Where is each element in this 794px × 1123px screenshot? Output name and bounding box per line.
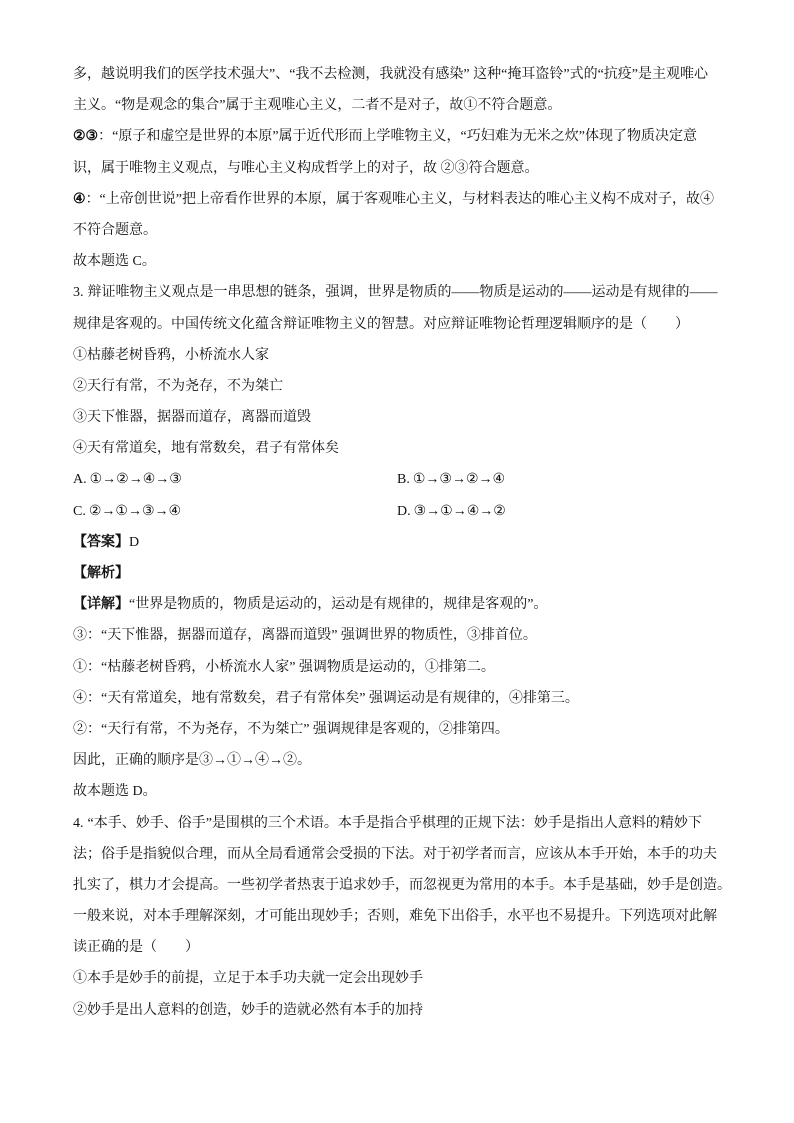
answer-value: D: [129, 534, 140, 550]
detail-line: [73, 589, 773, 620]
question-stem-text: “本手、妙手、俗手”是围棋的三个术语。本手是指合乎棋理的正规下法：妙手是指出人意料的精妙下: [87, 815, 702, 831]
detail-label: 【详解】: [73, 597, 129, 613]
analysis-point-text: ：“上帝创世说”把上帝看作世界的本原，属于客观唯心主义，与材料表达的唯心主义构不成对子，故④: [85, 191, 714, 207]
summary-line: 因此，正确的顺序是③→①→④→②。: [73, 753, 311, 769]
analysis-line: 识，属于唯物主义观点，与唯心主义构成哲学上的对子，故 ②③符合题意。: [73, 160, 539, 176]
analysis-point-text: ：“原子和虚空是世界的本原”属于近代形而上学唯物主义，“巧妇难为无米之炊”体现了物质决定意: [98, 129, 697, 145]
analysis-point-marker: ④: [73, 191, 86, 207]
analysis-point-marker: ②③: [73, 129, 99, 145]
analysis-point-23: [73, 121, 773, 152]
choice-text: ①→③→②→④: [412, 472, 506, 488]
answer-label: 【答案】: [73, 534, 129, 550]
choice-label: A.: [73, 472, 87, 488]
choice-text: ①→②→④→③: [89, 472, 182, 488]
choice-label: B.: [397, 472, 410, 488]
analysis-heading: 【解析】: [73, 566, 129, 581]
choice-row: [73, 496, 773, 527]
question-3-statement: ①枯藤老树昏鸦，小桥流水人家: [73, 347, 269, 363]
question-3-stem-line: 规律是客观的。中国传统文化蕴含辩证唯物主义的智慧。对应辩证唯物论哲理逻辑顺序的是（ ）: [73, 316, 689, 332]
question-4-stem-line: 一般来说，对本手理解深刻，才可能出现妙手；否则，难免下出俗手，水平也不易提升。下列选项对此解: [73, 909, 717, 925]
analysis-line: 主义。“物是观念的集合”属于主观唯心主义，二者不是对子，故①不符合题意。: [73, 98, 562, 114]
choice-row: [73, 464, 773, 495]
answer-line: [73, 527, 773, 558]
question-4-statement: ①本手是妙手的前提，立足于本手功夫就一定会出现妙手: [73, 971, 423, 987]
question-3-stem-line: [73, 277, 773, 308]
question-4-stem-line: 读正确的是（ ）: [73, 940, 199, 956]
question-3-statement: ②天行有常，不为尧存，不为桀亡: [73, 378, 283, 394]
choice-a: [73, 464, 397, 495]
explanation-line: ②：“天行有常，不为尧存，不为桀亡” 强调规律是客观的，②排第四。: [73, 721, 509, 737]
choice-label: D.: [397, 503, 411, 519]
explanation-line: ③：“天下惟器，据器而道存，离器而道毁” 强调世界的物质性，③排首位。: [73, 628, 537, 644]
explanation-line: ④：“天有常道矣，地有常数矣，君子有常体矣” 强调运动是有规律的，④排第三。: [73, 690, 579, 706]
analysis-line: 不符合题意。: [73, 222, 157, 238]
choice-text: ②→①→③→④: [88, 503, 182, 519]
question-number: 4.: [73, 815, 84, 831]
analysis-point-4: [73, 184, 773, 215]
question-number: 3.: [73, 285, 84, 301]
choice-c: [73, 496, 397, 527]
choice-label: C.: [73, 503, 86, 519]
detail-text: “世界是物质的，物质是运动的，运动是有规律的，规律是客观的”。: [129, 597, 548, 613]
question-stem-text: 辩证唯物主义观点是一串思想的链条，强调，世界是物质的——物质是运动的——运动是有规律的——: [87, 285, 718, 301]
question-3-statement: ④天有常道矣，地有常数矣，君子有常体矣: [73, 441, 339, 457]
choice-text: ③→①→④→②: [413, 503, 506, 519]
choice-b: [397, 464, 721, 495]
analysis-line: 多，越说明我们的医学技术强大”、“我不去检测，我就没有感染” 这种“掩耳盗铃”式的“抗疫”是主观唯心: [73, 67, 708, 82]
question-4-statement: ②妙手是出人意料的创造，妙手的造就必然有本手的加持: [73, 1002, 423, 1018]
analysis-conclusion: 故本题选 D。: [73, 784, 157, 800]
choice-d: [397, 496, 721, 527]
question-4-stem-line: 法；俗手是指貌似合理，而从全局看通常会受损的下法。对于初学者而言，应该从本手开始，本手的功夫: [73, 846, 717, 862]
question-3-statement: ③天下惟器，据器而道存，离器而道毁: [73, 410, 311, 426]
explanation-line: ①：“枯藤老树昏鸦，小桥流水人家” 强调物质是运动的，①排第二。: [73, 659, 495, 675]
question-4-stem-line: 扎实了，棋力才会提高。一些初学者热衷于追求妙手，而忽视更为常用的本手。本手是基础，妙手是创造。: [73, 877, 731, 893]
question-4-stem-line: [73, 808, 773, 839]
analysis-conclusion: 故本题选 C。: [73, 254, 156, 270]
